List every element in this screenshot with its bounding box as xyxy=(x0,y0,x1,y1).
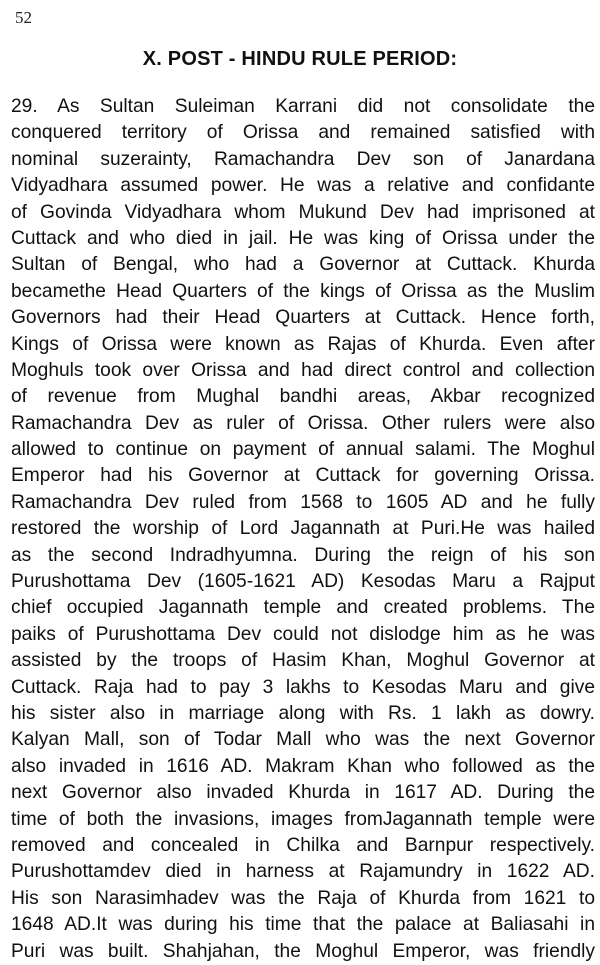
text-line: becamethe Head Quarters of the kings of Orissa as the Muslim xyxy=(11,280,595,302)
text-line: Kalyan Mall, son of Todar Mall who was the next Governor xyxy=(11,729,595,751)
text-line: also invaded in 1616 AD. Makram Khan who followed as the xyxy=(11,755,595,777)
text-line: of Govinda Vidyadhara whom Mukund Dev had imprisoned at xyxy=(11,201,595,223)
text-line: Kings of Orissa were known as Rajas of Khurda. Even after xyxy=(11,333,595,355)
section-heading: X. POST - HINDU RULE PERIOD: xyxy=(142,48,458,70)
text-line: as the second Indradhyumna. During the reign of his son xyxy=(11,544,595,566)
text-line: his sister also in marriage along with Rs. 1 lakh as dowry. xyxy=(11,702,595,724)
text-line: Puri was built. Shahjahan, the Moghul Emperor, was friendly xyxy=(11,940,595,962)
text-line: Cuttack. Raja had to pay 3 lakhs to Kesodas Maru and give xyxy=(11,676,595,698)
text-line: Purushottama Dev (1605-1621 AD) Kesodas Maru a Rajput xyxy=(11,571,595,593)
paragraph-29 xyxy=(11,94,595,965)
text-line: removed and concealed in Chilka and Barnpur respectively. xyxy=(11,834,595,856)
text-line: Ramachandra Dev ruled from 1568 to 1605 AD and he fully xyxy=(11,491,595,513)
text-line: Vidyadhara assumed power. He was a relative and confidante xyxy=(11,175,595,197)
text-line: Purushottamdev died in harness at Rajamundry in 1622 AD. xyxy=(11,861,595,883)
text-line: 1648 AD.It was during his time that the palace at Baliasahi in xyxy=(11,914,595,936)
text-line: conquered territory of Orissa and remained satisfied with xyxy=(11,122,595,144)
text-line: time of both the invasions, images fromJagannath temple were xyxy=(11,808,595,830)
text-line: nominal suzerainty, Ramachandra Dev son of Janardana xyxy=(11,148,595,170)
text-line: Sultan of Bengal, who had a Governor at Cuttack. Khurda xyxy=(11,254,595,276)
text-line: Emperor had his Governor at Cuttack for governing Orissa. xyxy=(11,465,595,487)
text-line: allowed to continue on payment of annual salami. The Moghul xyxy=(11,439,595,461)
text-line: Moghuls took over Orissa and had direct control and collection xyxy=(11,359,595,381)
text-line: paiks of Purushottama Dev could not dislodge him as he was xyxy=(11,623,595,645)
text-line: assisted by the troops of Hasim Khan, Moghul Governor at xyxy=(11,650,595,672)
text-line: chief occupied Jagannath temple and created problems. The xyxy=(11,597,595,619)
text-line: 29. As Sultan Suleiman Karrani did not consolidate the xyxy=(11,96,595,117)
page-number: 52 xyxy=(15,8,32,27)
text-line: Ramachandra Dev as ruler of Orissa. Other rulers were also xyxy=(11,412,595,434)
text-line: Cuttack and who died in jail. He was king of Orissa under the xyxy=(11,227,595,249)
text-line: His son Narasimhadev was the Raja of Khurda from 1621 to xyxy=(11,887,595,909)
text-line: Governors had their Head Quarters at Cuttack. Hence forth, xyxy=(11,307,595,329)
text-line: of revenue from Mughal bandhi areas, Akbar recognized xyxy=(11,386,595,408)
text-line: restored the worship of Lord Jagannath at Puri.He was hailed xyxy=(11,518,595,540)
text-line: next Governor also invaded Khurda in 1617 AD. During the xyxy=(11,782,595,804)
